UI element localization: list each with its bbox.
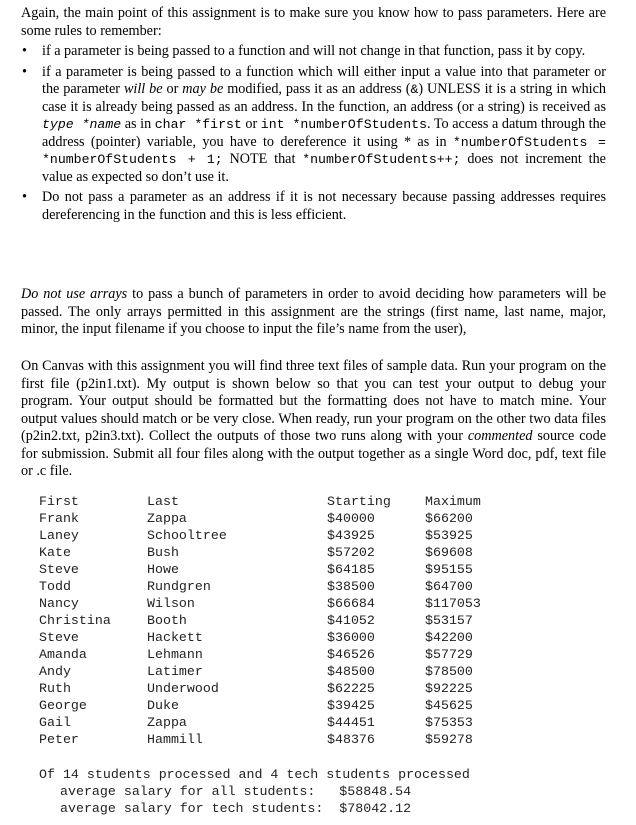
table-body (39, 510, 515, 748)
rule-text: NOTE that (222, 151, 303, 167)
cell-first: Kate (39, 545, 71, 560)
rule-text: . To access a datum through the address (pointer) variable, you have to dereference it using * as in (42, 116, 606, 150)
cell-first: George (39, 698, 87, 713)
header-last: Last (147, 494, 179, 509)
emphasis-may-be: may be (182, 81, 224, 97)
cell-last: Wilson (147, 596, 195, 611)
table-row (39, 714, 515, 731)
rule-text: if a parameter is being passed to a function and will not change in that function, pass it by copy. (42, 43, 586, 59)
bullet-icon: • (22, 43, 27, 59)
emphasis-will-be: will be (123, 81, 163, 97)
rule-text: Do not pass a parameter as an address if it is not necessary because passing addresses requires dereferencing in the function and this is less efficient. (42, 189, 606, 223)
code-postincrement: *numberOfStudents++; (302, 152, 461, 167)
average-all-students: average salary for all students: $58848.54 (60, 784, 412, 799)
cell-maximum: $95155 (425, 562, 473, 577)
rule-text: or (241, 116, 261, 132)
table-row (39, 561, 515, 578)
cell-first: Steve (39, 630, 79, 645)
cell-last: Hammill (147, 732, 203, 747)
bullet-icon: • (22, 189, 27, 205)
code-int-number: int *numberOfStudents (260, 117, 428, 132)
header-maximum: Maximum (425, 494, 481, 509)
rule-item-no-address (22, 189, 606, 224)
table-row (39, 680, 515, 697)
intro-paragraph: Again, the main point of this assignment is to make sure you know how to pass parameters. Here are some rules to remember: (21, 5, 606, 39)
code-increment-expression: *numberOfStudents = *numberOfStudents + 1; (42, 134, 606, 167)
table-row (39, 612, 515, 629)
cell-maximum: $92225 (425, 681, 473, 696)
code-ampersand: & (410, 82, 419, 97)
cell-maximum: $66200 (425, 511, 473, 526)
table-row (39, 527, 515, 544)
paragraph-text: On Canvas with this assignment you will find three text files of sample data. Run your program on the first file (p2in1.txt). My output is shown below so that you can test your output to debug your program. Your output should be formatted but the formatting does not have to match mine. Your output values should match or be very close. When ready, run your program on the other two data files (p2in2.txt, p2in3.txt). Collect the outputs of those two runs along with your (21, 358, 606, 444)
cell-maximum: $42200 (425, 630, 473, 645)
arrays-paragraph (21, 286, 606, 339)
cell-last: Rundgren (147, 579, 211, 594)
rule-item-copy (22, 43, 606, 61)
cell-starting: $39425 (327, 698, 375, 713)
cell-maximum: $45625 (425, 698, 473, 713)
cell-last: Latimer (147, 664, 203, 679)
cell-maximum: $117053 (425, 596, 481, 611)
table-row (39, 646, 515, 663)
table-header-row (39, 493, 515, 510)
average-tech-students: average salary for tech students: $78042.12 (60, 801, 412, 816)
cell-starting: $43925 (327, 528, 375, 543)
cell-first: Steve (39, 562, 79, 577)
cell-maximum: $53925 (425, 528, 473, 543)
code-char-first: char *first (154, 117, 242, 132)
cell-last: Duke (147, 698, 179, 713)
cell-first: Andy (39, 664, 71, 679)
cell-starting: $62225 (327, 681, 375, 696)
cell-starting: $44451 (327, 715, 375, 730)
cell-first: Amanda (39, 647, 87, 662)
cell-maximum: $69608 (425, 545, 473, 560)
table-row (39, 578, 515, 595)
table-row (39, 629, 515, 646)
cell-starting: $41052 (327, 613, 375, 628)
rule-text: if a parameter is being passed to a function which will either input a value into that parameter or the parameter (42, 63, 606, 97)
table-row (39, 544, 515, 561)
paragraph-text: to pass a bunch of parameters in order to avoid deciding how parameters will be passed. The only arrays permitted in this assignment are the strings (first name, last name, major, minor, the input filename if you choose to input the file’s name from the user), (21, 286, 606, 337)
cell-last: Bush (147, 545, 179, 560)
cell-maximum: $53157 (425, 613, 473, 628)
cell-last: Hackett (147, 630, 203, 645)
rule-text: does not increment the value as expected so don’t use it. (42, 151, 606, 185)
rule-text: modified, pass it as an address ( (223, 81, 411, 97)
cell-starting: $36000 (327, 630, 375, 645)
bullet-icon: • (22, 63, 27, 80)
cell-maximum: $59278 (425, 732, 473, 747)
cell-maximum: $57729 (425, 647, 473, 662)
rule-text: or (162, 81, 183, 97)
emphasis-no-arrays: Do not use arrays (21, 286, 128, 302)
rule-text: ) UNLESS it is a string in which case it is already being passed as an address. In the function, an address (or a string) is received as (42, 81, 606, 115)
header-first: First (39, 494, 79, 509)
cell-last: Schooltree (147, 528, 227, 543)
table-row (39, 663, 515, 680)
table-row (39, 731, 515, 748)
cell-maximum: $75353 (425, 715, 473, 730)
header-starting: Starting (327, 494, 391, 509)
code-type-name: type *name (42, 117, 122, 132)
rule-text: as in (121, 116, 155, 132)
cell-last: Howe (147, 562, 179, 577)
cell-first: Christina (39, 613, 111, 628)
cell-starting: $46526 (327, 647, 375, 662)
paragraph-text: source code for submission. Submit all four files along with the output together as a single Word doc, pdf, text file or .c file. (21, 428, 606, 479)
sample-output-table (39, 493, 515, 748)
cell-first: Gail (39, 715, 71, 730)
rule-item-address (22, 63, 606, 187)
cell-first: Ruth (39, 681, 71, 696)
summary-line: Of 14 students processed and 4 tech students processed (39, 767, 470, 782)
table-row (39, 510, 515, 527)
cell-first: Todd (39, 579, 71, 594)
cell-last: Booth (147, 613, 187, 628)
cell-starting: $48500 (327, 664, 375, 679)
cell-last: Zappa (147, 715, 187, 730)
cell-starting: $48376 (327, 732, 375, 747)
cell-last: Underwood (147, 681, 219, 696)
cell-maximum: $78500 (425, 664, 473, 679)
emphasis-commented: commented (467, 428, 533, 444)
cell-first: Peter (39, 732, 79, 747)
cell-first: Laney (39, 528, 79, 543)
cell-starting: $57202 (327, 545, 375, 560)
rules-list (22, 43, 606, 227)
cell-starting: $64185 (327, 562, 375, 577)
cell-first: Nancy (39, 596, 79, 611)
table-row (39, 595, 515, 612)
cell-maximum: $64700 (425, 579, 473, 594)
cell-starting: $38500 (327, 579, 375, 594)
cell-starting: $40000 (327, 511, 375, 526)
cell-first: Frank (39, 511, 79, 526)
cell-starting: $66684 (327, 596, 375, 611)
cell-last: Lehmann (147, 647, 203, 662)
table-row (39, 697, 515, 714)
cell-last: Zappa (147, 511, 187, 526)
canvas-paragraph (21, 358, 606, 481)
